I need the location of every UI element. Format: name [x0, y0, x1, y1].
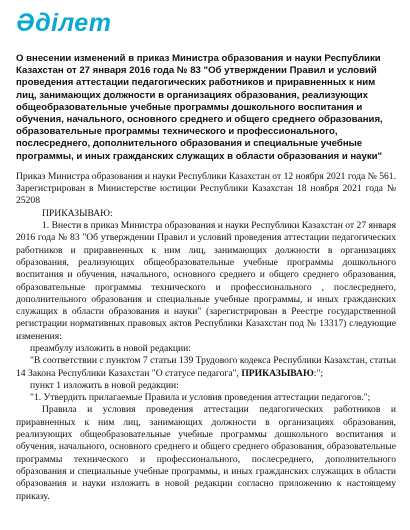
document-body — [16, 53, 396, 503]
adilet-logo[interactable] — [16, 8, 111, 38]
preamble-quote-text: "В соответствии с пунктом 7 статьи 139 Трудового кодекса Республики Казахстан, статьи 14 Закона Республики Казахстан "О статусе педагога", — [16, 355, 396, 379]
prikazyvayu-line: ПРИКАЗЫВАЮ: — [42, 207, 113, 219]
point1-quote: "1. Утвердить прилагаемые Правила и условия проведения аттестации педагогов."; — [30, 392, 371, 404]
rules-paragraph: Правила и условия проведения аттестации педагогических работников и приравненных к ним лиц, занимающих должности в организациях образования, реализующих общеобразовательные учебные программы дошкольного воспитания и обучения, начального, основного среднего и общего среднего образования, образовательные программы технического и профессионального, послесреднего, дополнительного образования и специальные учебные программы, и иных гражданских служащих в области образования и науки изложить в новой редакции согласно приложению к настоящему приказу. — [16, 404, 396, 502]
point1-instruction: пункт 1 изложить в новой редакции: — [30, 379, 179, 391]
preamble-quote-bold: ПРИКАЗЫВАЮ — [241, 367, 314, 379]
logo-area[interactable] — [16, 8, 111, 38]
item-1: 1. Внести в приказ Министра образования и науки Республики Казахстан от 27 января 2016 года № 83 "Об утверждении Правил и условий проведения аттестации педагогических работников и приравненных к ним лиц, занимающих должности в организациях образования, реализующих общеобразовательные учебные программы дошкольного воспитания и обучения, начального, основного среднего и общего среднего образования, образовательные программы технического и профессионального , послесреднего, дополнительного образования и специальные учебные программы, и иных гражданских служащих в области образования и науки" (зарегистрирован в Реестре государственной регистрации нормативных правовых актов Республики Казахстан под № 13317) следующие изменения: — [16, 220, 396, 342]
logo-text: Әділет — [16, 9, 112, 37]
document-title: О внесении изменений в приказ Министра образования и науки Республики Казахстан от 27 января 2016 года № 83 "Об утверждении Правил и условий проведения аттестации педагогических работников и приравненных к ним лиц, занимающих должности в организациях образования, реализующих общеобразовательные учебные программы дошкольного воспитания и обучения, начального, основного среднего и общего среднего образования, образовательные программы технического и профессионального, послесреднего, дополнительного образования и специальные учебные программы, и иных гражданских служащих в области образования и науки" — [16, 53, 383, 162]
document-meta: Приказ Министра образования и науки Республики Казахстан от 12 ноября 2021 года № 561. Зарегистрирован в Министерстве юстиции Республики Казахстан 18 ноября 2021 года № 25208 — [16, 170, 396, 207]
preamble-quote-end: :"; — [313, 367, 324, 379]
preamble-quote — [16, 355, 396, 380]
preamble-instruction: преамбулу изложить в новой редакции: — [30, 342, 191, 354]
